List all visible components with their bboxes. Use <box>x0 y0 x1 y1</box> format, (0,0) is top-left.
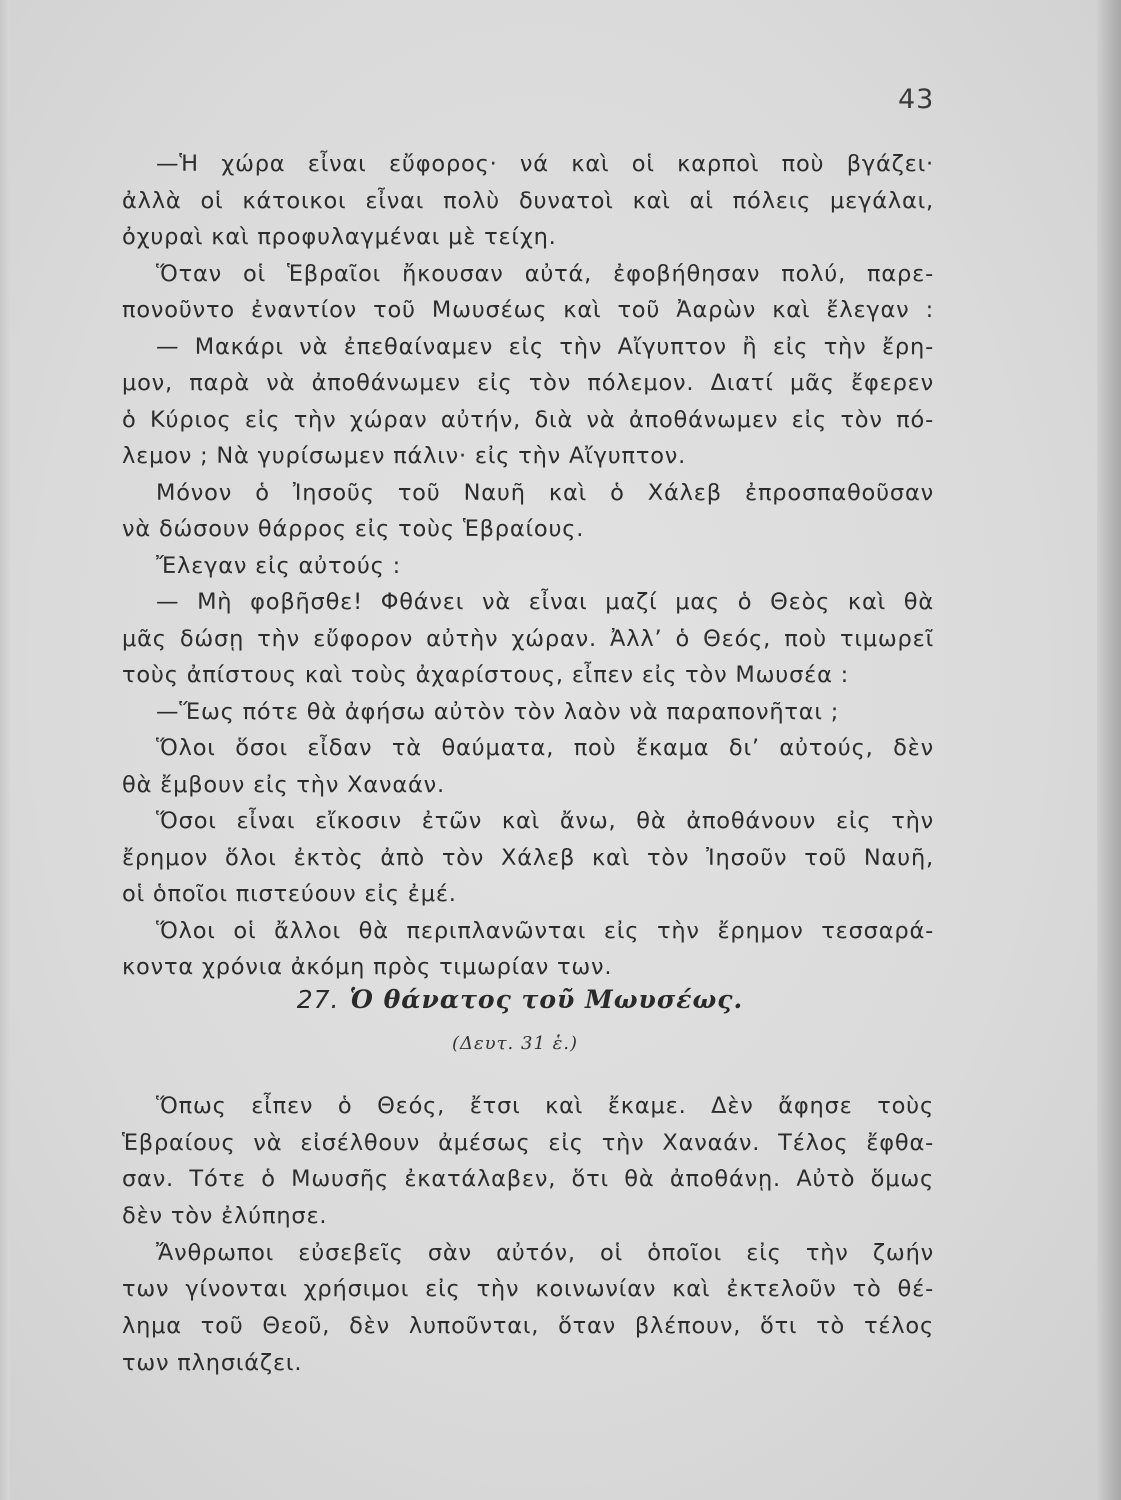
text-line: Ὅταν οἱ Ἑβραῖοι ἤκουσαν αὐτά, ἐφοβήθησαν πολύ, παρε- <box>156 260 934 287</box>
text-line: ὀχυραὶ καὶ προφυλαγμέναι μὲ τείχη. <box>122 224 557 250</box>
section-2-text <box>122 1088 934 1382</box>
text-line: —Ἡ χώρα εἶναι εὔφορος· νά καὶ οἱ καρποὶ ποὺ βγάζει· <box>156 151 934 177</box>
text-line: Ἔλεγαν εἰς αὐτούς : <box>156 552 402 579</box>
text-line: —Ἕως πότε θὰ ἀφήσω αὐτὸν τὸν λαὸν νὰ παραπονῆται ; <box>156 698 840 725</box>
text-line: μον, παρὰ νὰ ἀποθάνωμεν εἰς τὸν πόλεμον. Διατί μᾶς ἔφερεν <box>122 370 934 396</box>
section-title: Ὁ θάνατος τοῦ Μωυσέως. <box>349 985 744 1014</box>
text-line: Μόνον ὁ Ἰησοῦς τοῦ Ναυῆ καὶ ὁ Χάλεβ ἐπροσπαθοῦσαν <box>156 479 934 506</box>
text-line: ἔρημον ὅλοι ἐκτὸς ἀπὸ τὸν Χάλεβ καὶ τὸν Ἰησοῦν τοῦ Ναυῆ, <box>122 844 934 871</box>
text-line: Ἄνθρωποι εὐσεβεῖς σὰν αὐτόν, οἱ ὁποῖοι εἰς τὴν ζωήν <box>156 1239 934 1266</box>
text-line: Ὅλοι ὅσοι εἶδαν τὰ θαύματα, ποὺ ἔκαμα δι’ αὐτούς, δὲν <box>156 735 934 761</box>
text-line: Ὅσοι εἶναι εἴκοσιν ἐτῶν καὶ ἄνω, θὰ ἀποθάνουν εἰς τὴν <box>156 808 934 834</box>
text-line: νὰ δώσουν θάρρος εἰς τοὺς Ἑβραίους. <box>122 516 585 542</box>
text-line: σαν. Τότε ὁ Μωυσῆς ἐκατάλαβεν, ὅτι θὰ ἀποθάνῃ. Αὐτὸ ὅμως <box>122 1166 934 1193</box>
text-line: των πλησιάζει. <box>122 1349 303 1376</box>
text-line: Ὅλοι οἱ ἄλλοι θὰ περιπλανῶνται εἰς τὴν ἔρημον τεσσαρά- <box>156 917 934 944</box>
text-line: τοὺς ἀπίστους καὶ τοὺς ἀχαρίστους, εἶπεν εἰς τὸν Μωυσέα : <box>122 662 850 688</box>
text-line: δὲν τὸν ἐλύπησε. <box>122 1203 328 1230</box>
text-line: οἱ ὁποῖοι πιστεύουν εἰς ἐμέ. <box>122 881 457 907</box>
text-line: Ἑβραίους νὰ εἰσέλθουν ἀμέσως εἰς τὴν Χαναάν. Τέλος ἔφθα- <box>122 1129 934 1156</box>
text-line: πονοῦντο ἐναντίον τοῦ Μωυσέως καὶ τοῦ Ἀαρὼν καὶ ἔλεγαν : <box>122 297 934 323</box>
page-left-edge <box>0 0 10 1500</box>
section-heading <box>0 985 1040 1014</box>
text-line: λεμον ; Νὰ γυρίσωμεν πάλιν· εἰς τὴν Αἴγυπτον. <box>122 443 687 469</box>
page-right-edge <box>1097 0 1121 1500</box>
text-line: Ὅπως εἶπεν ὁ Θεός, ἔτσι καὶ ἔκαμε. Δὲν ἄφησε τοὺς <box>156 1093 934 1119</box>
section-number: 27. <box>296 985 340 1014</box>
text-line: κοντα χρόνια ἀκόμη πρὸς τιμωρίαν των. <box>122 954 613 980</box>
text-line: μᾶς δώσῃ τὴν εὔφορον αὐτὴν χώραν. Ἀλλ’ ὁ Θεός, ποὺ τιμωρεῖ <box>122 625 934 652</box>
section-reference: (Δευτ. 31 ἑ.) <box>451 1033 579 1054</box>
section-1-text <box>122 146 934 986</box>
text-line: — Μακάρι νὰ ἐπεθαίναμεν εἰς τὴν Αἴγυπτον ἢ εἰς τὴν ἔρη- <box>156 333 934 360</box>
text-line: ἀλλὰ οἱ κάτοικοι εἶναι πολὺ δυνατοὶ καὶ αἱ πόλεις μεγάλαι, <box>122 187 934 214</box>
text-line: ὁ Κύριος εἰς τὴν χώραν αὐτήν, διὰ νὰ ἀποθάνωμεν εἰς τὸν πό- <box>122 406 934 433</box>
text-line: των γίνονται χρήσιμοι εἰς τὴν κοινωνίαν καὶ ἐκτελοῦν τὸ θέ- <box>122 1276 934 1303</box>
text-line: θὰ ἔμβουν εἰς τὴν Χαναάν. <box>122 771 445 798</box>
page-number: 43 <box>898 84 935 115</box>
text-line: — Μὴ φοβῆσθε! Φθάνει νὰ εἶναι μαζί μας ὁ Θεὸς καὶ θὰ <box>156 589 934 615</box>
text-line: λημα τοῦ Θεοῦ, δὲν λυποῦνται, ὅταν βλέπουν, ὅτι τὸ τέλος <box>122 1313 934 1340</box>
